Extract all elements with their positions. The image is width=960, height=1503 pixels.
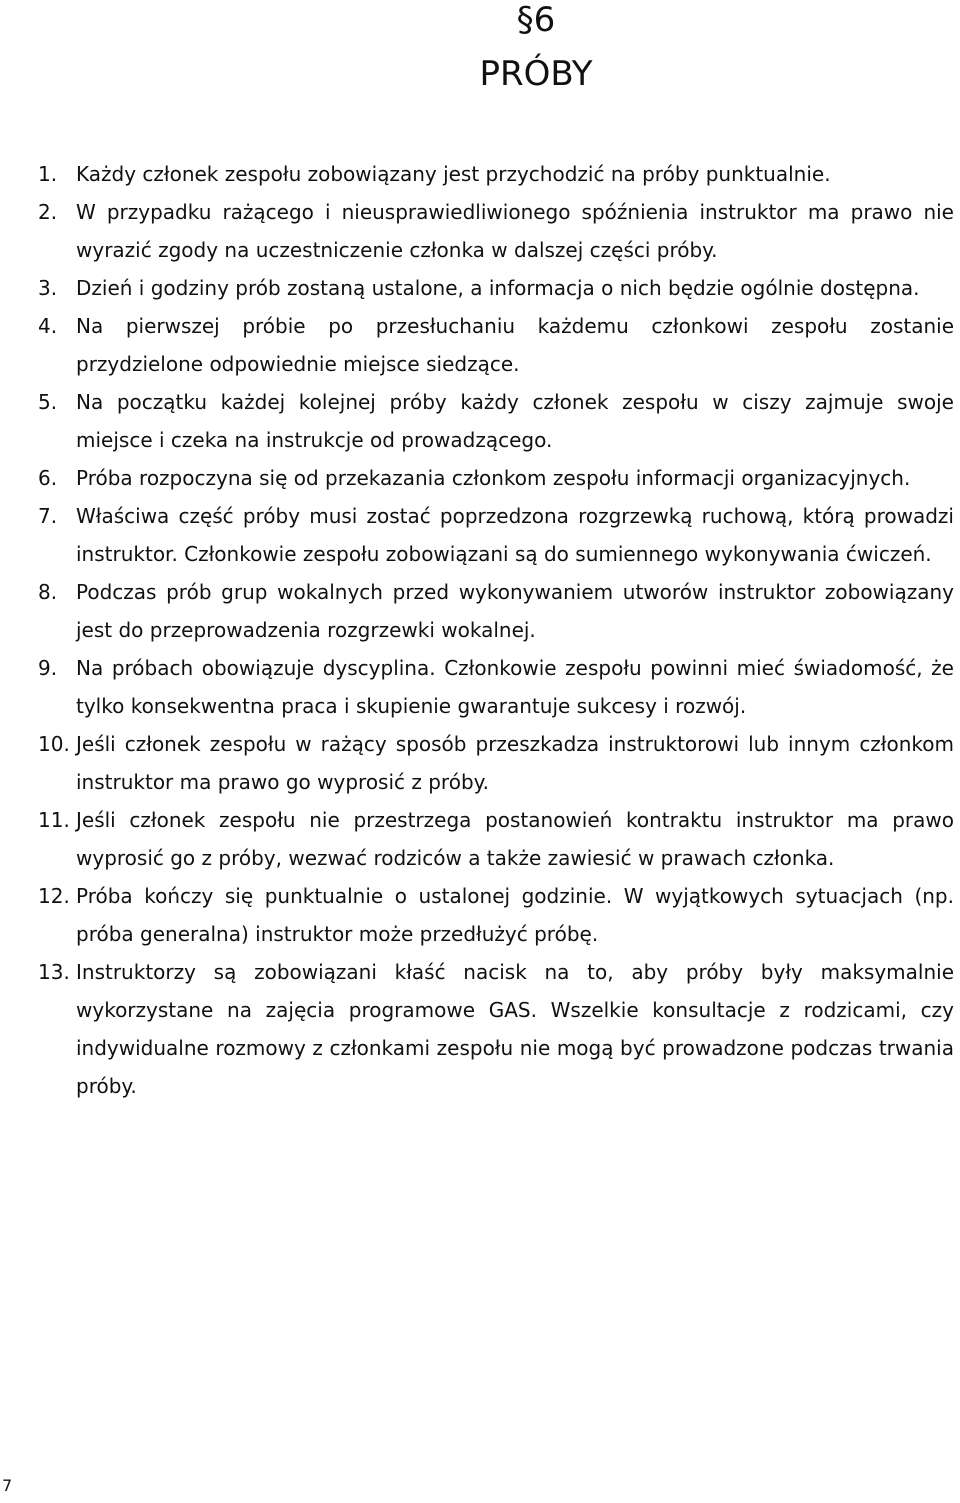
list-item (38, 573, 956, 649)
list-item (38, 383, 956, 459)
rule-text: W przypadku rażącego i nieusprawiedliwionego spóźnienia instruktor ma prawo nie wyrazić zgody na uczestniczenie członka w dalszej części próby. (76, 200, 954, 262)
rule-number: 5. (38, 390, 58, 414)
list-item (38, 801, 956, 877)
rule-text: Właściwa część próby musi zostać poprzedzona rozgrzewką ruchową, którą prowadzi instruktor. Członkowie zespołu zobowiązani są do sumiennego wykonywania ćwiczeń. (76, 504, 954, 566)
rule-text: Na początku każdej kolejnej próby każdy członek zespołu w ciszy zajmuje swoje miejsce i czeka na instrukcje od prowadzącego. (76, 390, 954, 452)
section-title: PRÓBY (479, 54, 593, 94)
rule-text: Każdy członek zespołu zobowiązany jest przychodzić na próby punktualnie. (76, 162, 831, 186)
list-item (38, 497, 956, 573)
page-number: 7 (2, 1476, 13, 1495)
rule-number: 13. (38, 960, 70, 984)
list-item (38, 877, 956, 953)
list-item (38, 459, 956, 497)
rule-number: 12. (38, 884, 70, 908)
rule-number: 9. (38, 656, 58, 680)
rule-number: 1. (38, 162, 58, 186)
rule-text: Dzień i godziny prób zostaną ustalone, a informacja o nich będzie ogólnie dostępna. (76, 276, 920, 300)
list-item (38, 193, 956, 269)
rule-number: 7. (38, 504, 58, 528)
rule-text: Podczas prób grup wokalnych przed wykonywaniem utworów instruktor zobowiązany jest do przeprowadzenia rozgrzewki wokalnej. (76, 580, 954, 642)
rule-text: Jeśli członek zespołu w rażący sposób przeszkadza instruktorowi lub innym członkom instruktor ma prawo go wyprosić z próby. (76, 732, 954, 794)
list-item (38, 269, 956, 307)
list-item (38, 953, 956, 1105)
rule-text: Na pierwszej próbie po przesłuchaniu każdemu członkowi zespołu zostanie przydzielone odpowiednie miejsce siedzące. (76, 314, 954, 376)
rule-number: 11. (38, 808, 70, 832)
rule-text: Jeśli członek zespołu nie przestrzega postanowień kontraktu instruktor ma prawo wyprosić go z próby, wezwać rodziców a także zawiesić w prawach członka. (76, 808, 954, 870)
rule-number: 4. (38, 314, 58, 338)
list-item (38, 155, 956, 193)
rules-list (38, 155, 956, 1105)
rule-text: Na próbach obowiązuje dyscyplina. Członkowie zespołu powinni mieć świadomość, że tylko konsekwentna praca i skupienie gwarantuje sukcesy i rozwój. (76, 656, 954, 718)
list-item (38, 307, 956, 383)
rule-text: Próba kończy się punktualnie o ustalonej godzinie. W wyjątkowych sytuacjach (np. próba generalna) instruktor może przedłużyć próbę. (76, 884, 954, 946)
list-item (38, 725, 956, 801)
list-item (38, 649, 956, 725)
rule-number: 8. (38, 580, 58, 604)
rule-text: Próba rozpoczyna się od przekazania członkom zespołu informacji organizacyjnych. (76, 466, 911, 490)
rule-number: 2. (38, 200, 58, 224)
rule-text: Instruktorzy są zobowiązani kłaść nacisk na to, aby próby były maksymalnie wykorzystane na zajęcia programowe GAS. Wszelkie konsultacje z rodzicami, czy indywidualne rozmowy z członkami zespołu nie mogą być prowadzone podczas trwania próby. (76, 960, 954, 1098)
rule-number: 6. (38, 466, 58, 490)
rule-number: 10. (38, 732, 70, 756)
section-number: §6 (516, 0, 556, 40)
rule-number: 3. (38, 276, 58, 300)
